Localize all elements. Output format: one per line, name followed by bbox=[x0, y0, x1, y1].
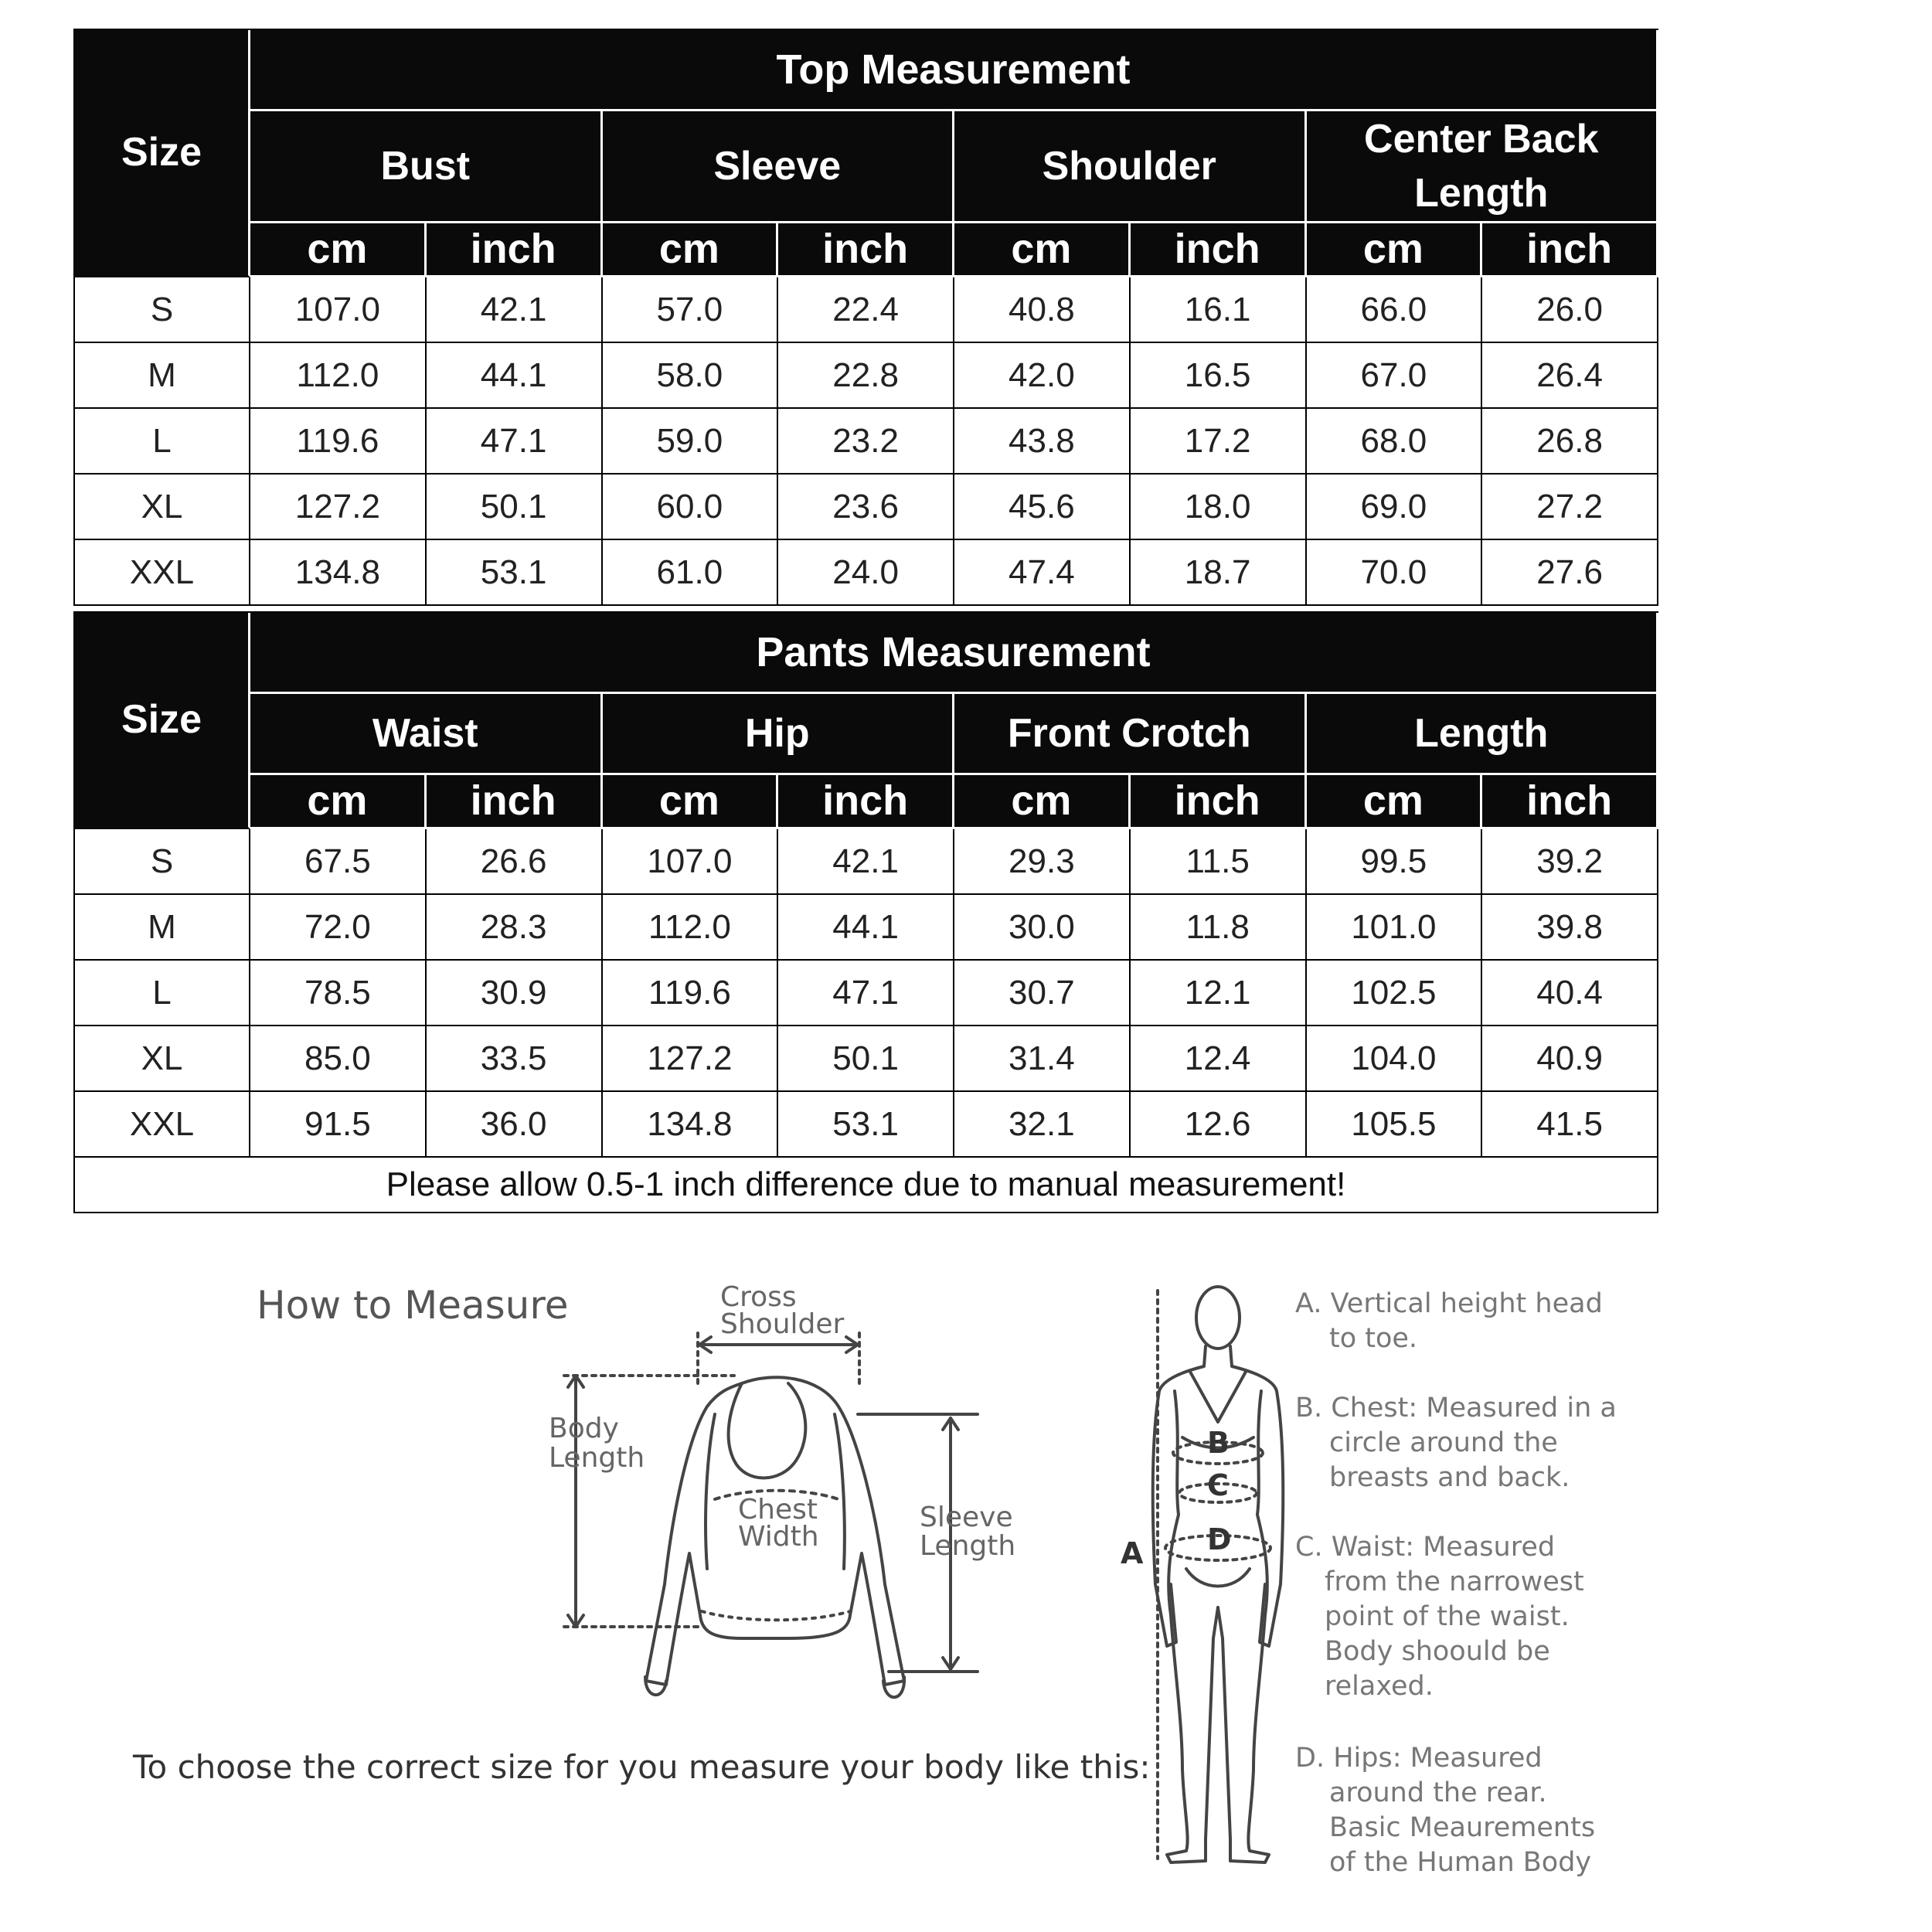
unit-header: cm bbox=[1307, 775, 1483, 829]
table-cell: 40.8 bbox=[954, 277, 1131, 343]
size-cell: M bbox=[75, 343, 250, 409]
table-cell: 50.1 bbox=[778, 1026, 954, 1092]
table-cell: 18.0 bbox=[1131, 474, 1307, 540]
table-cell: 28.3 bbox=[427, 895, 603, 961]
table-cell: 58.0 bbox=[603, 343, 779, 409]
table-cell: 104.0 bbox=[1307, 1026, 1483, 1092]
table-cell: 30.0 bbox=[954, 895, 1131, 961]
size-cell: XXL bbox=[75, 540, 250, 606]
unit-header: cm bbox=[603, 223, 779, 277]
group-header: Front Crotch bbox=[954, 694, 1307, 775]
table-cell: 119.6 bbox=[603, 961, 779, 1026]
table-cell: 101.0 bbox=[1307, 895, 1483, 961]
table-cell: 40.9 bbox=[1482, 1026, 1658, 1092]
unit-header: inch bbox=[778, 223, 954, 277]
table-cell: 134.8 bbox=[250, 540, 427, 606]
size-header: Size bbox=[75, 30, 250, 277]
sleeve-length-label: Sleeve bbox=[920, 1502, 1013, 1533]
unit-header: cm bbox=[954, 223, 1131, 277]
table-cell: 33.5 bbox=[427, 1026, 603, 1092]
unit-header: cm bbox=[250, 223, 427, 277]
table-cell: 26.6 bbox=[427, 829, 603, 895]
unit-header: inch bbox=[778, 775, 954, 829]
legend-line: breasts and back. bbox=[1329, 1462, 1570, 1493]
table-cell: 27.6 bbox=[1482, 540, 1658, 606]
table-cell: 127.2 bbox=[250, 474, 427, 540]
unit-header: inch bbox=[427, 223, 603, 277]
table-cell: 43.8 bbox=[954, 409, 1131, 474]
table-cell: 60.0 bbox=[603, 474, 779, 540]
marker-b: B bbox=[1207, 1426, 1230, 1460]
table-cell: 57.0 bbox=[603, 277, 779, 343]
marker-c: C bbox=[1207, 1468, 1229, 1502]
size-cell: XXL bbox=[75, 1092, 250, 1158]
table-cell: 11.5 bbox=[1131, 829, 1307, 895]
body-length-label: Body bbox=[549, 1413, 619, 1444]
table-cell: 11.8 bbox=[1131, 895, 1307, 961]
table-cell: 17.2 bbox=[1131, 409, 1307, 474]
table-cell: 41.5 bbox=[1482, 1092, 1658, 1158]
table-cell: 112.0 bbox=[603, 895, 779, 961]
body-length-label: Length bbox=[549, 1442, 645, 1474]
group-header: Center Back Length bbox=[1307, 111, 1659, 223]
table-cell: 70.0 bbox=[1307, 540, 1483, 606]
table-cell: 22.4 bbox=[778, 277, 954, 343]
unit-header: inch bbox=[1482, 775, 1658, 829]
table-cell: 47.1 bbox=[427, 409, 603, 474]
table-cell: 127.2 bbox=[603, 1026, 779, 1092]
table-cell: 67.0 bbox=[1307, 343, 1483, 409]
table-cell: 18.7 bbox=[1131, 540, 1307, 606]
legend-d bbox=[1295, 1741, 1595, 1880]
table-cell: 30.7 bbox=[954, 961, 1131, 1026]
pants-measurement-table bbox=[73, 611, 1658, 1213]
table-cell: 31.4 bbox=[954, 1026, 1131, 1092]
table-cell: 45.6 bbox=[954, 474, 1131, 540]
marker-d: D bbox=[1207, 1522, 1232, 1556]
table-cell: 50.1 bbox=[427, 474, 603, 540]
unit-header: inch bbox=[1131, 223, 1307, 277]
table-cell: 39.2 bbox=[1482, 829, 1658, 895]
table-cell: 16.1 bbox=[1131, 277, 1307, 343]
table-cell: 42.1 bbox=[427, 277, 603, 343]
cross-shoulder-label: Cross bbox=[720, 1281, 797, 1313]
table-cell: 119.6 bbox=[250, 409, 427, 474]
legend-line: Body shoould be bbox=[1325, 1636, 1550, 1667]
table-cell: 40.4 bbox=[1482, 961, 1658, 1026]
how-to-measure-title: How to Measure bbox=[257, 1283, 569, 1328]
top-measurement-table bbox=[73, 29, 1658, 606]
group-header: Hip bbox=[603, 694, 955, 775]
table-cell: 59.0 bbox=[603, 409, 779, 474]
size-cell: L bbox=[75, 961, 250, 1026]
legend-line: Basic Meaurements bbox=[1329, 1812, 1596, 1843]
table-cell: 44.1 bbox=[778, 895, 954, 961]
table-cell: 67.5 bbox=[250, 829, 427, 895]
sweater-labels bbox=[549, 1281, 1015, 1562]
chest-width-label: Chest bbox=[738, 1494, 818, 1526]
unit-header: cm bbox=[954, 775, 1131, 829]
table-cell: 23.2 bbox=[778, 409, 954, 474]
table-cell: 26.0 bbox=[1482, 277, 1658, 343]
table-title: Pants Measurement bbox=[250, 613, 1658, 694]
unit-header: cm bbox=[1307, 223, 1483, 277]
sweater-diagram bbox=[564, 1333, 978, 1697]
unit-header: inch bbox=[1131, 775, 1307, 829]
unit-header: cm bbox=[250, 775, 427, 829]
legend-line: around the rear. bbox=[1329, 1777, 1547, 1808]
table-cell: 26.4 bbox=[1482, 343, 1658, 409]
legend-a bbox=[1295, 1287, 1603, 1356]
table-cell: 53.1 bbox=[778, 1092, 954, 1158]
unit-header: cm bbox=[603, 775, 779, 829]
sleeve-length-label: Length bbox=[920, 1530, 1016, 1562]
table-cell: 99.5 bbox=[1307, 829, 1483, 895]
legend-line: circle around the bbox=[1329, 1427, 1558, 1458]
size-cell: M bbox=[75, 895, 250, 961]
group-header: Sleeve bbox=[603, 111, 955, 223]
legend-line: D. Hips: Measured bbox=[1295, 1743, 1543, 1774]
table-cell: 91.5 bbox=[250, 1092, 427, 1158]
legend-line: C. Waist: Measured bbox=[1295, 1532, 1556, 1563]
group-header: Shoulder bbox=[954, 111, 1307, 223]
body-markers bbox=[1121, 1426, 1232, 1570]
table-cell: 44.1 bbox=[427, 343, 603, 409]
table-cell: 102.5 bbox=[1307, 961, 1483, 1026]
table-cell: 72.0 bbox=[250, 895, 427, 961]
table-cell: 42.1 bbox=[778, 829, 954, 895]
table-cell: 32.1 bbox=[954, 1092, 1131, 1158]
legend-line: relaxed. bbox=[1325, 1671, 1434, 1702]
size-cell: XL bbox=[75, 1026, 250, 1092]
measurement-note: Please allow 0.5-1 inch difference due to manual measurement! bbox=[75, 1158, 1658, 1213]
table-cell: 22.8 bbox=[778, 343, 954, 409]
table-cell: 66.0 bbox=[1307, 277, 1483, 343]
table-cell: 23.6 bbox=[778, 474, 954, 540]
table-cell: 12.6 bbox=[1131, 1092, 1307, 1158]
table-cell: 105.5 bbox=[1307, 1092, 1483, 1158]
table-cell: 61.0 bbox=[603, 540, 779, 606]
table-cell: 26.8 bbox=[1482, 409, 1658, 474]
size-cell: S bbox=[75, 277, 250, 343]
legend-b bbox=[1295, 1391, 1617, 1495]
legend-line: of the Human Body bbox=[1329, 1847, 1592, 1878]
legend-line: to toe. bbox=[1329, 1323, 1418, 1354]
table-cell: 39.8 bbox=[1482, 895, 1658, 961]
table-cell: 36.0 bbox=[427, 1092, 603, 1158]
table-cell: 27.2 bbox=[1482, 474, 1658, 540]
legend-line: point of the waist. bbox=[1325, 1601, 1570, 1632]
legend-line: A. Vertical height head bbox=[1295, 1288, 1603, 1319]
legend-line: B. Chest: Measured in a bbox=[1295, 1393, 1617, 1423]
legend-c bbox=[1295, 1530, 1584, 1704]
table-cell: 78.5 bbox=[250, 961, 427, 1026]
unit-header: inch bbox=[1482, 223, 1658, 277]
table-cell: 29.3 bbox=[954, 829, 1131, 895]
group-header: Waist bbox=[250, 694, 603, 775]
unit-header: inch bbox=[427, 775, 603, 829]
table-cell: 107.0 bbox=[250, 277, 427, 343]
table-cell: 42.0 bbox=[954, 343, 1131, 409]
table-cell: 134.8 bbox=[603, 1092, 779, 1158]
table-cell: 47.1 bbox=[778, 961, 954, 1026]
size-cell: XL bbox=[75, 474, 250, 540]
size-header: Size bbox=[75, 613, 250, 829]
table-cell: 24.0 bbox=[778, 540, 954, 606]
group-header: Length bbox=[1307, 694, 1659, 775]
table-cell: 16.5 bbox=[1131, 343, 1307, 409]
legend-line: from the narrowest bbox=[1325, 1566, 1584, 1597]
cross-shoulder-label: Shoulder bbox=[720, 1308, 845, 1340]
group-header: Bust bbox=[250, 111, 603, 223]
table-cell: 12.1 bbox=[1131, 961, 1307, 1026]
table-cell: 47.4 bbox=[954, 540, 1131, 606]
table-cell: 112.0 bbox=[250, 343, 427, 409]
chest-width-label: Width bbox=[738, 1521, 819, 1553]
body-figure bbox=[1153, 1287, 1284, 1862]
table-cell: 107.0 bbox=[603, 829, 779, 895]
table-cell: 85.0 bbox=[250, 1026, 427, 1092]
table-cell: 12.4 bbox=[1131, 1026, 1307, 1092]
size-cell: S bbox=[75, 829, 250, 895]
table-cell: 69.0 bbox=[1307, 474, 1483, 540]
size-cell: L bbox=[75, 409, 250, 474]
table-title: Top Measurement bbox=[250, 30, 1658, 111]
table-cell: 68.0 bbox=[1307, 409, 1483, 474]
table-cell: 53.1 bbox=[427, 540, 603, 606]
table-cell: 30.9 bbox=[427, 961, 603, 1026]
marker-a: A bbox=[1121, 1536, 1144, 1570]
choose-size-instruction: To choose the correct size for you measure your body like this: bbox=[133, 1748, 1151, 1786]
